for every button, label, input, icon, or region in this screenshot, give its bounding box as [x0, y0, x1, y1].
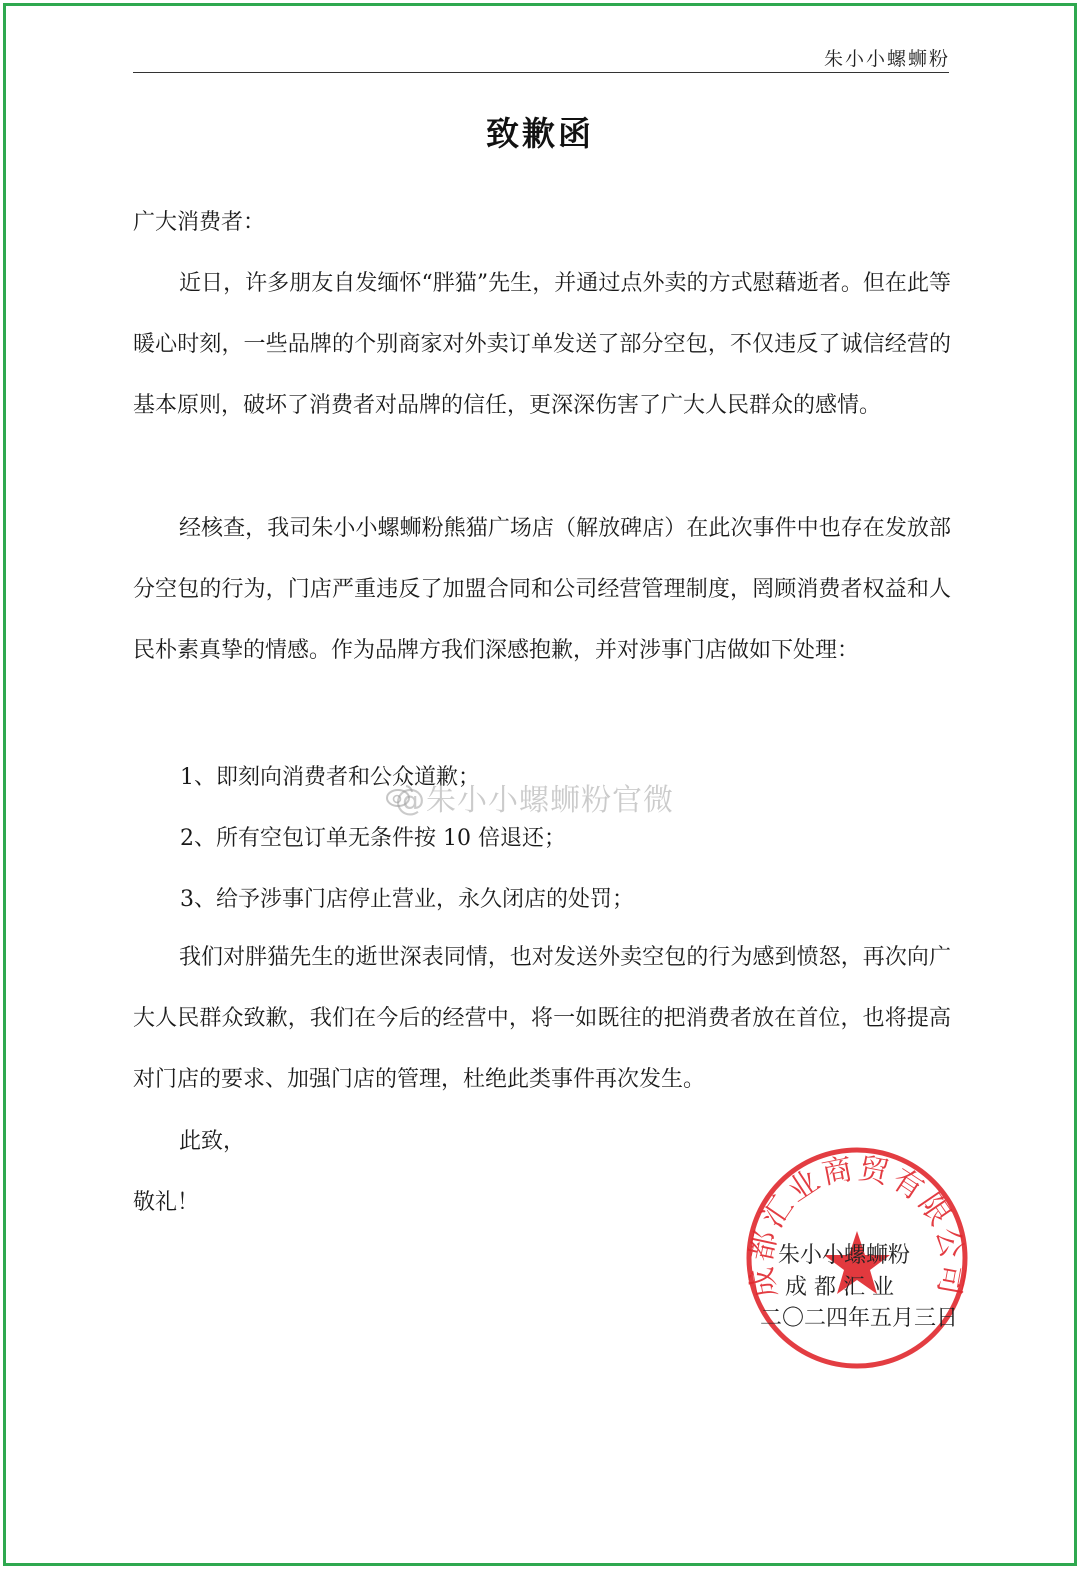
watermark: @朱小小螺蛳粉官微 — [395, 783, 674, 818]
letter-title: 致歉函 — [486, 114, 594, 153]
closing-line-1: 此致， — [179, 1129, 246, 1154]
signature-company: 成 都 汇 业 — [785, 1275, 894, 1300]
list-item: 2、所有空包订单无条件按 10 倍退还； — [180, 826, 566, 851]
list-item: 3、给予涉事门店停止营业，永久闭店的处罚； — [180, 887, 634, 912]
paragraph-3: 我们对胖猫先生的逝世深表同情，也对发送外卖空包的行为感到愤怒，再次向广大人民群众致歉，我们在今后的经营中，将一如既往的把消费者放在首位，也将提高对门店的要求、加强门店的管理，杜绝此类事件再次发生。 — [133, 945, 951, 1092]
paragraph-2: 经核查，我司朱小小螺蛳粉熊猫广场店（解放碑店）在此次事件中也存在发放部分空包的行为，门店严重违反了加盟合同和公司经营管理制度，罔顾消费者权益和人民朴素真挚的情感。作为品牌方我们深感抱歉，并对涉事门店做如下处理： — [133, 516, 951, 663]
header-brand: 朱小小螺蛳粉 — [823, 48, 950, 70]
signature-date: 二〇二四年五月三日 — [760, 1306, 959, 1331]
paragraph-1: 近日，许多朋友自发缅怀“胖猫”先生，并通过点外卖的方式慰藉逝者。但在此等暖心时刻，一些品牌的个别商家对外卖订单发送了部分空包，不仅违反了诚信经营的基本原则，破坏了消费者对品牌的信任，更深深伤害了广大人民群众的感情。 — [133, 271, 951, 418]
salutation: 广大消费者： — [133, 210, 266, 235]
closing-line-2: 敬礼！ — [133, 1190, 200, 1215]
seal-text: 成都汇业商贸有限公司 — [743, 1151, 971, 1301]
signature-brand: 朱小小螺蛳粉 — [778, 1243, 911, 1268]
header-divider — [133, 72, 949, 73]
list-item: 1、即刻向消费者和公众道歉； — [180, 765, 480, 790]
